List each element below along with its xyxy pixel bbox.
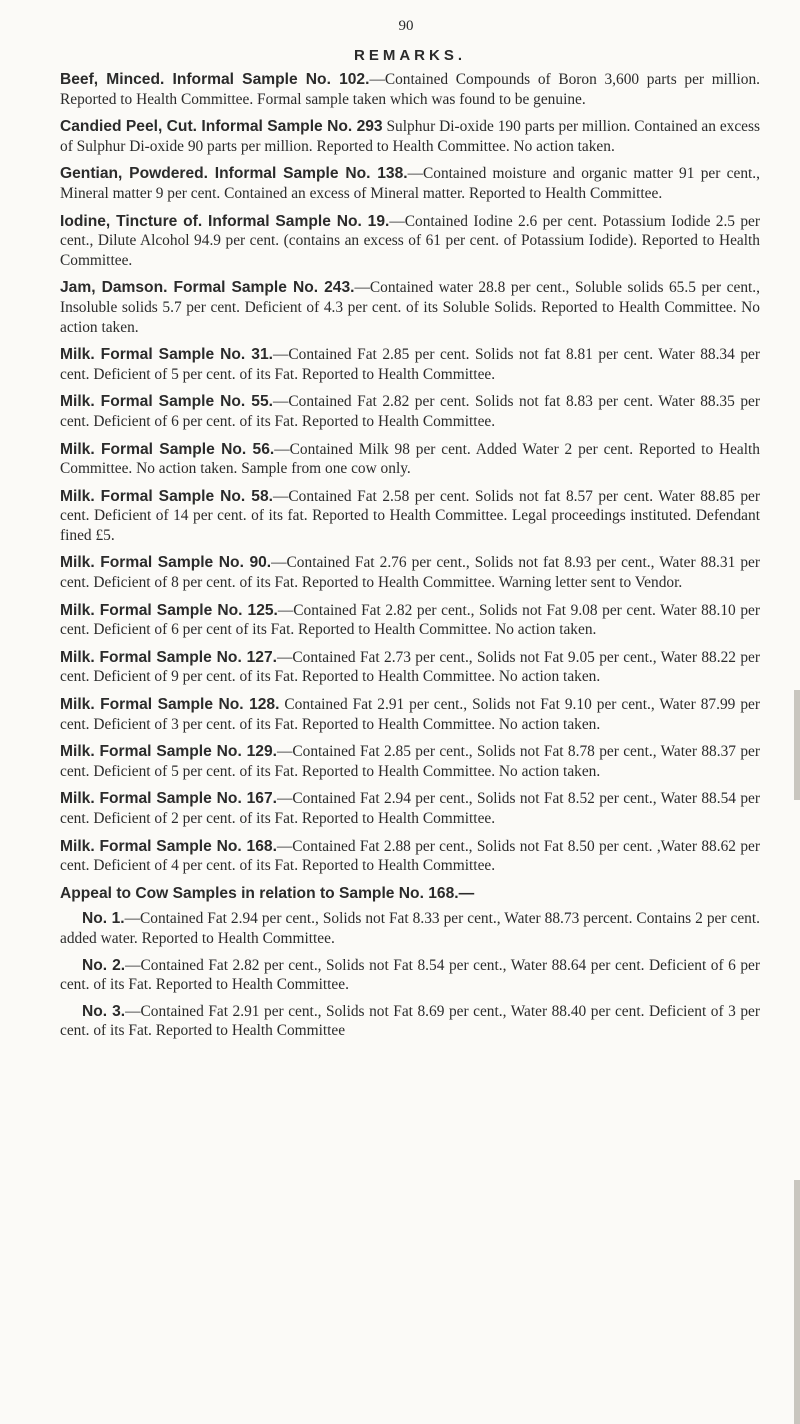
- remark-entry: [60, 278, 760, 337]
- appeal-item-text: —Contained Fat 2.94 per cent., Solids not Fat 8.33 per cent., Water 88.73 percent. Contains 2 per cent. added water. Reported to Health Committee.: [60, 910, 760, 947]
- entry-text: —Contained Fat 2.85 per cent., Solids not Fat 8.78 per cent., Water 88.37 per cent. Deficient of 5 per cent. of its Fat. Reported to Health Committee. No action taken.: [60, 743, 760, 780]
- entry-lead: Milk. Formal Sample No. 58.: [60, 487, 273, 505]
- entry-lead: Milk. Formal Sample No. 55.: [60, 393, 273, 411]
- entry-text: —Contained Fat 2.82 per cent., Solids not Fat 9.08 per cent. Water 88.10 per cent. Deficient of 6 per cent of its Fat. Reported to Health Committee. No action taken.: [60, 601, 760, 639]
- entry-text: Contained Fat 2.91 per cent., Solids not Fat 9.10 per cent., Water 87.99 per cent. Deficient of 3 per cent. of its Fat. Reported to Health Committee. No action taken.: [60, 696, 760, 733]
- appeal-item-text: —Contained Fat 2.82 per cent., Solids not Fat 8.54 per cent., Water 88.64 per cent. Deficient of 6 per cent. of its Fat. Reported to Health Committee.: [60, 956, 760, 994]
- remark-entry: [60, 601, 760, 640]
- entry-text: —Contained Fat 2.58 per cent. Solids not fat 8.57 per cent. Water 88.85 per cent. Deficient of 14 per cent. of its fat. Reported to Health Committee. Legal proceedings instituted. Defendant fined £5.: [60, 487, 760, 544]
- entry-lead: Milk. Formal Sample No. 56.: [60, 440, 275, 458]
- entry-lead: Milk. Formal Sample No. 167.: [60, 790, 277, 808]
- entry-text: —Contained Iodine 2.6 per cent. Potassium Iodide 2.5 per cent., Dilute Alcohol 94.9 per cent. (contains an excess of 61 per cent. of Potassium Iodide). Reported to Health Committee.: [60, 212, 760, 269]
- remark-entry: [60, 212, 760, 271]
- page-heading: REMARKS.: [353, 47, 466, 64]
- remark-entry: [60, 789, 760, 828]
- appeal-item-lead: No. 1.: [82, 910, 125, 928]
- page-number: 90: [398, 18, 414, 34]
- remark-entry: [60, 70, 760, 109]
- page-edge-shadow: [794, 1180, 800, 1424]
- remark-entry: [60, 695, 760, 734]
- remark-entry: [60, 742, 760, 781]
- entry-lead: Milk. Formal Sample No. 129.: [60, 743, 277, 761]
- entry-lead: Gentian, Powdered. Informal Sample No. 138.: [60, 165, 408, 183]
- entry-lead: Candied Peel, Cut. Informal Sample No. 293: [60, 118, 383, 136]
- entry-lead: Milk. Formal Sample No. 168.: [60, 837, 277, 855]
- entry-lead: Milk. Formal Sample No. 90.: [60, 554, 272, 572]
- entry-lead: Milk. Formal Sample No. 31.: [60, 346, 273, 364]
- entry-lead: Milk. Formal Sample No. 128.: [60, 696, 280, 714]
- remark-entry: [60, 117, 760, 156]
- entry-text: —Contained Fat 2.76 per cent., Solids not fat 8.93 per cent., Water 88.31 per cent. Deficient of 8 per cent. of its Fat. Reported to Health Committee. Warning letter sent to Vendor.: [60, 554, 760, 592]
- remarks-list: [60, 70, 760, 876]
- entry-text: Sulphur Di-oxide 190 parts per million. Contained an excess of Sulphur Di-oxide 90 parts per million. Reported to Health Committee. No action taken.: [60, 118, 760, 155]
- entry-lead: Jam, Damson. Formal Sample No. 243.: [60, 279, 355, 297]
- remark-entry: [60, 164, 760, 203]
- entry-lead: Beef, Minced. Informal Sample No. 102.: [60, 71, 370, 88]
- entry-text: —Contained Milk 98 per cent. Added Water 2 per cent. Reported to Health Committee. No action taken. Sample from one cow only.: [60, 440, 761, 478]
- appeal-item-text: —Contained Fat 2.91 per cent., Solids not Fat 8.69 per cent., Water 88.40 per cent. Deficient of 3 per cent. of its Fat. Reported to Health Committee: [60, 1002, 760, 1040]
- appeal-item: [60, 909, 760, 948]
- remark-entry: [60, 392, 760, 431]
- appeal-item-lead: No. 3.: [82, 1002, 126, 1020]
- entry-lead: Milk. Formal Sample No. 125.: [60, 601, 278, 619]
- remark-entry: [60, 440, 760, 479]
- appeal-item-lead: No. 2.: [82, 956, 126, 974]
- entry-text: —Contained Compounds of Boron 3,600 parts per million. Reported to Health Committee. Formal sample taken which was found to be genuine.: [60, 71, 761, 108]
- entry-text: —Contained water 28.8 per cent., Soluble solids 65.5 per cent., Insoluble solids 5.7 per cent. Deficient of 4.3 per cent. of its Soluble Solids. Reported to Health Committee. No action taken.: [60, 279, 760, 336]
- appeal-section: [60, 884, 760, 1041]
- remark-entry: [60, 487, 760, 546]
- appeal-item: [60, 1002, 760, 1041]
- entry-text: —Contained moisture and organic matter 91 per cent., Mineral matter 9 per cent. Contained an excess of Mineral matter. Reported to Health Committee.: [60, 165, 760, 202]
- entry-lead: Milk. Formal Sample No. 127.: [60, 648, 277, 666]
- entry-lead: Iodine, Tincture of. Informal Sample No. 19.: [60, 212, 390, 230]
- entry-text: —Contained Fat 2.82 per cent. Solids not fat 8.83 per cent. Water 88.35 per cent. Deficient of 6 per cent. of its Fat. Reported to Health Committee.: [60, 393, 760, 430]
- appeal-title: Appeal to Cow Samples in relation to Sample No. 168.—: [60, 884, 475, 902]
- entry-text: —Contained Fat 2.85 per cent. Solids not fat 8.81 per cent. Water 88.34 per cent. Deficient of 5 per cent. of its Fat. Reported to Health Committee.: [60, 346, 760, 383]
- entry-text: —Contained Fat 2.88 per cent., Solids not Fat 8.50 per cent. ,Water 88.62 per cent. Deficient of 4 per cent. of its Fat. Reported to Health Committee.: [60, 837, 760, 875]
- remark-entry: [60, 553, 760, 592]
- remark-entry: [60, 648, 760, 687]
- entry-text: —Contained Fat 2.73 per cent., Solids not Fat 9.05 per cent., Water 88.22 per cent. Deficient of 9 per cent. of its Fat. Reported to Health Committee. No action taken.: [60, 648, 760, 686]
- remark-entry: [60, 345, 760, 384]
- appeal-item: [60, 956, 760, 995]
- remark-entry: [60, 837, 760, 876]
- entry-text: —Contained Fat 2.94 per cent., Solids not Fat 8.52 per cent., Water 88.54 per cent. Deficient of 2 per cent. of its Fat. Reported to Health Committee.: [60, 790, 760, 827]
- page-edge-shadow: [794, 690, 800, 800]
